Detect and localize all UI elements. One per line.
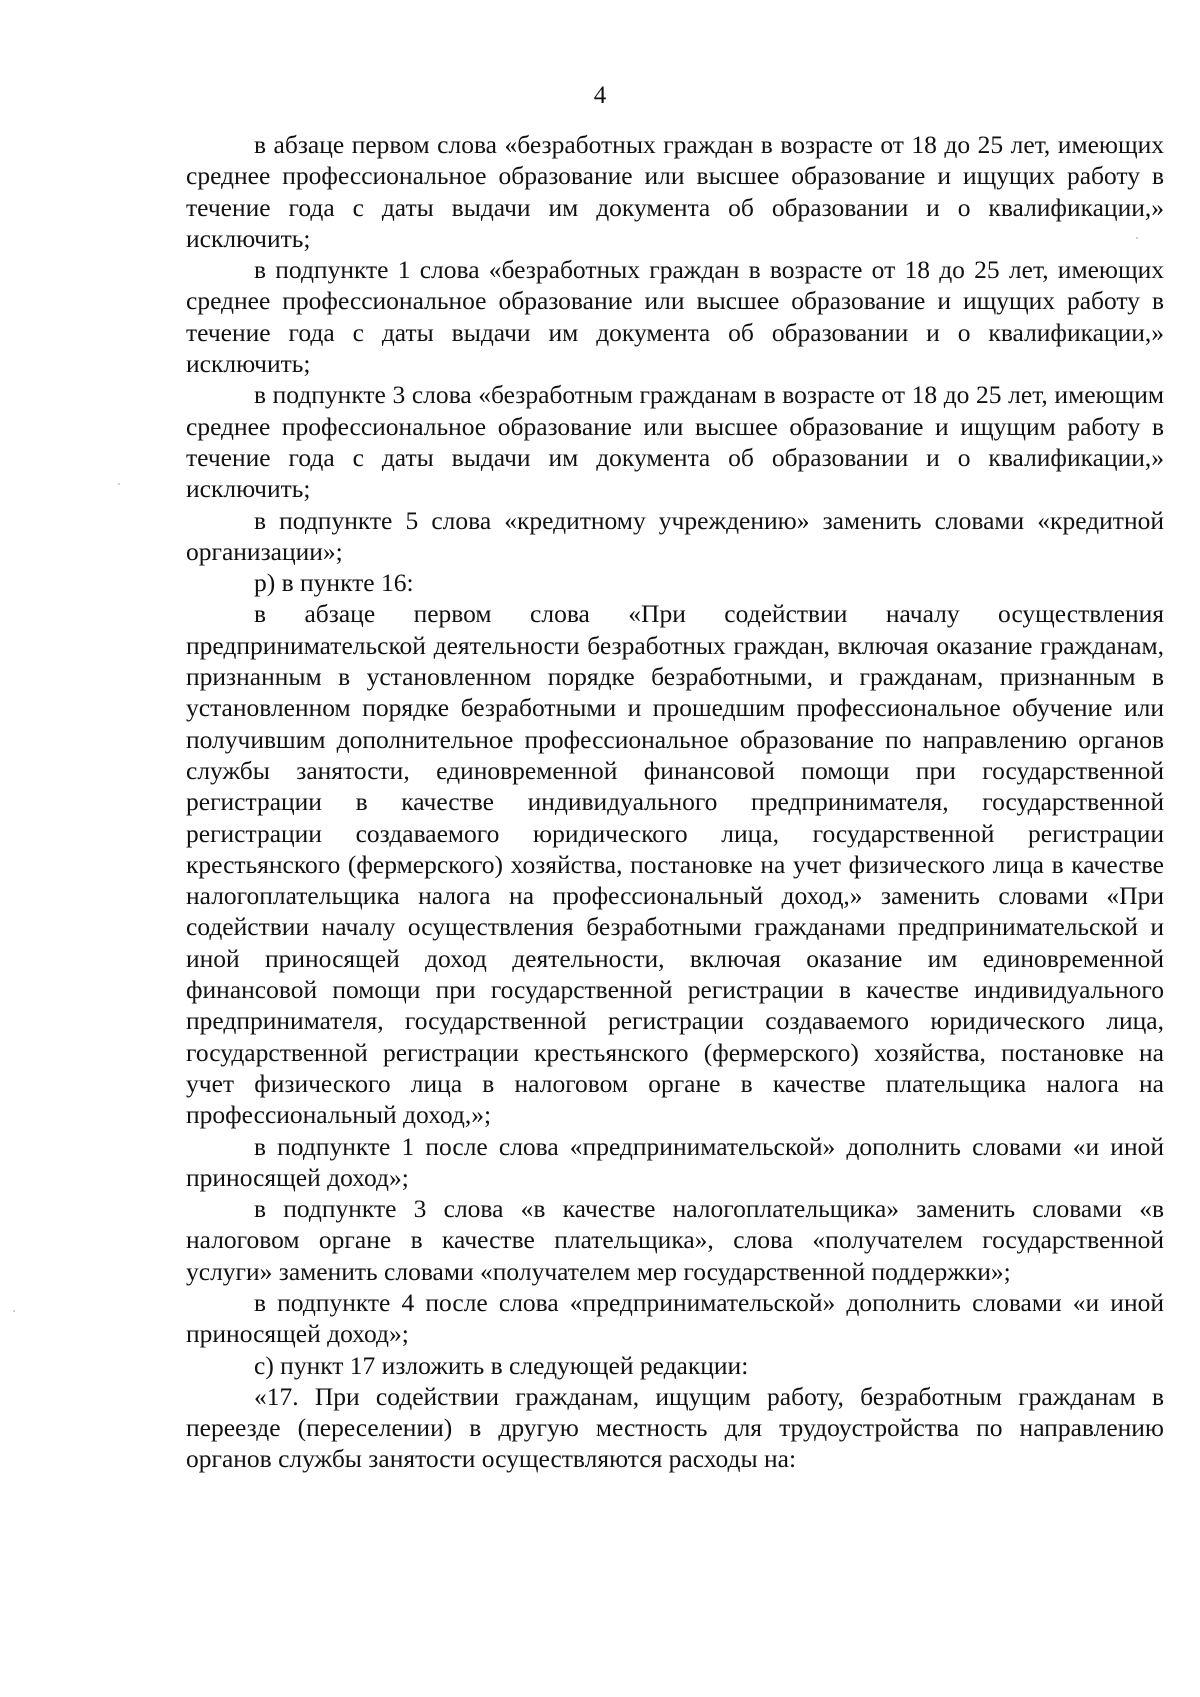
paragraph-10: с) пункт 17 изложить в следующей редакции:	[254, 1350, 749, 1380]
paragraph-7: в подпункте 1 после слова «предпринимательской» дополнить словами «и иной приносящей доход»;	[186, 1131, 1164, 1192]
paragraph-5: р) в пункте 16:	[254, 568, 414, 598]
scan-speck	[118, 483, 120, 485]
paragraph-11: «17. При содействии гражданам, ищущим работу, безработным гражданам в переезде (переселении) в другую местность для трудоустройства по направлению органов службы занятости осуществляются расходы на:	[186, 1381, 1164, 1474]
paragraph-1: в абзаце первом слова «безработных граждан в возрасте от 18 до 25 лет, имеющих среднее профессиональное образование или высшее образование и ищущих работу в течение года с даты выдачи им документа об образовании и о квалификации,» исключить;	[186, 130, 1164, 253]
scan-speck	[13, 1310, 15, 1312]
paragraph-3: в подпункте 3 слова «безработным гражданам в возрасте от 18 до 25 лет, имеющим среднее профессиональное образование или высшее образование и ищущим работу в течение года с даты выдачи им документа об образовании и о квалификации,» исключить;	[186, 380, 1164, 504]
paragraph-2: в подпункте 1 слова «безработных граждан в возрасте от 18 до 25 лет, имеющих среднее профессиональное образование или высшее образование и ищущих работу в течение года с даты выдачи им документа об образовании и о квалификации,» исключить;	[186, 255, 1164, 379]
scan-speck	[1136, 237, 1138, 239]
document-body	[186, 129, 1164, 1475]
paragraph-6: в абзаце первом слова «При содействии началу осуществления предпринимательской деятельности безработных граждан, включая оказание гражданам, признанным в установленном порядке безработными, и гражданам, признанным в установленном порядке безработными и прошедшим профессиональное обучение или получившим дополнительное профессиональное образование по направлению органов службы занятости, единовременной финансовой помощи при государственной регистрации в качестве индивидуального предпринимателя, государственной регистрации создаваемого юридического лица, государственной регистрации крестьянского (фермерского) хозяйства, постановке на учет физического лица в качестве налогоплательщика налога на профессиональный доход,» заменить словами «При содействии началу осуществления безработными гражданами предпринимательской и иной приносящей доход деятельности, включая оказание им единовременной финансовой помощи при государственной регистрации в качестве индивидуального предпринимателя, государственной регистрации создаваемого юридического лица, государственной регистрации крестьянского (фермерского) хозяйства, постановке на учет физического лица в налоговом органе в качестве плательщика налога на профессиональный доход,»;	[186, 599, 1164, 1130]
paragraph-8: в подпункте 3 слова «в качестве налогоплательщика» заменить словами «в налоговом органе в качестве плательщика», слова «получателем государственной услуги» заменить словами «получателем мер государственной поддержки»;	[186, 1194, 1164, 1286]
paragraph-9: в подпункте 4 после слова «предпринимательской» дополнить словами «и иной приносящей доход»;	[186, 1287, 1164, 1349]
paragraph-4: в подпункте 5 слова «кредитному учреждению» заменить словами «кредитной организации»;	[186, 505, 1164, 566]
page-number: 4	[593, 82, 607, 109]
